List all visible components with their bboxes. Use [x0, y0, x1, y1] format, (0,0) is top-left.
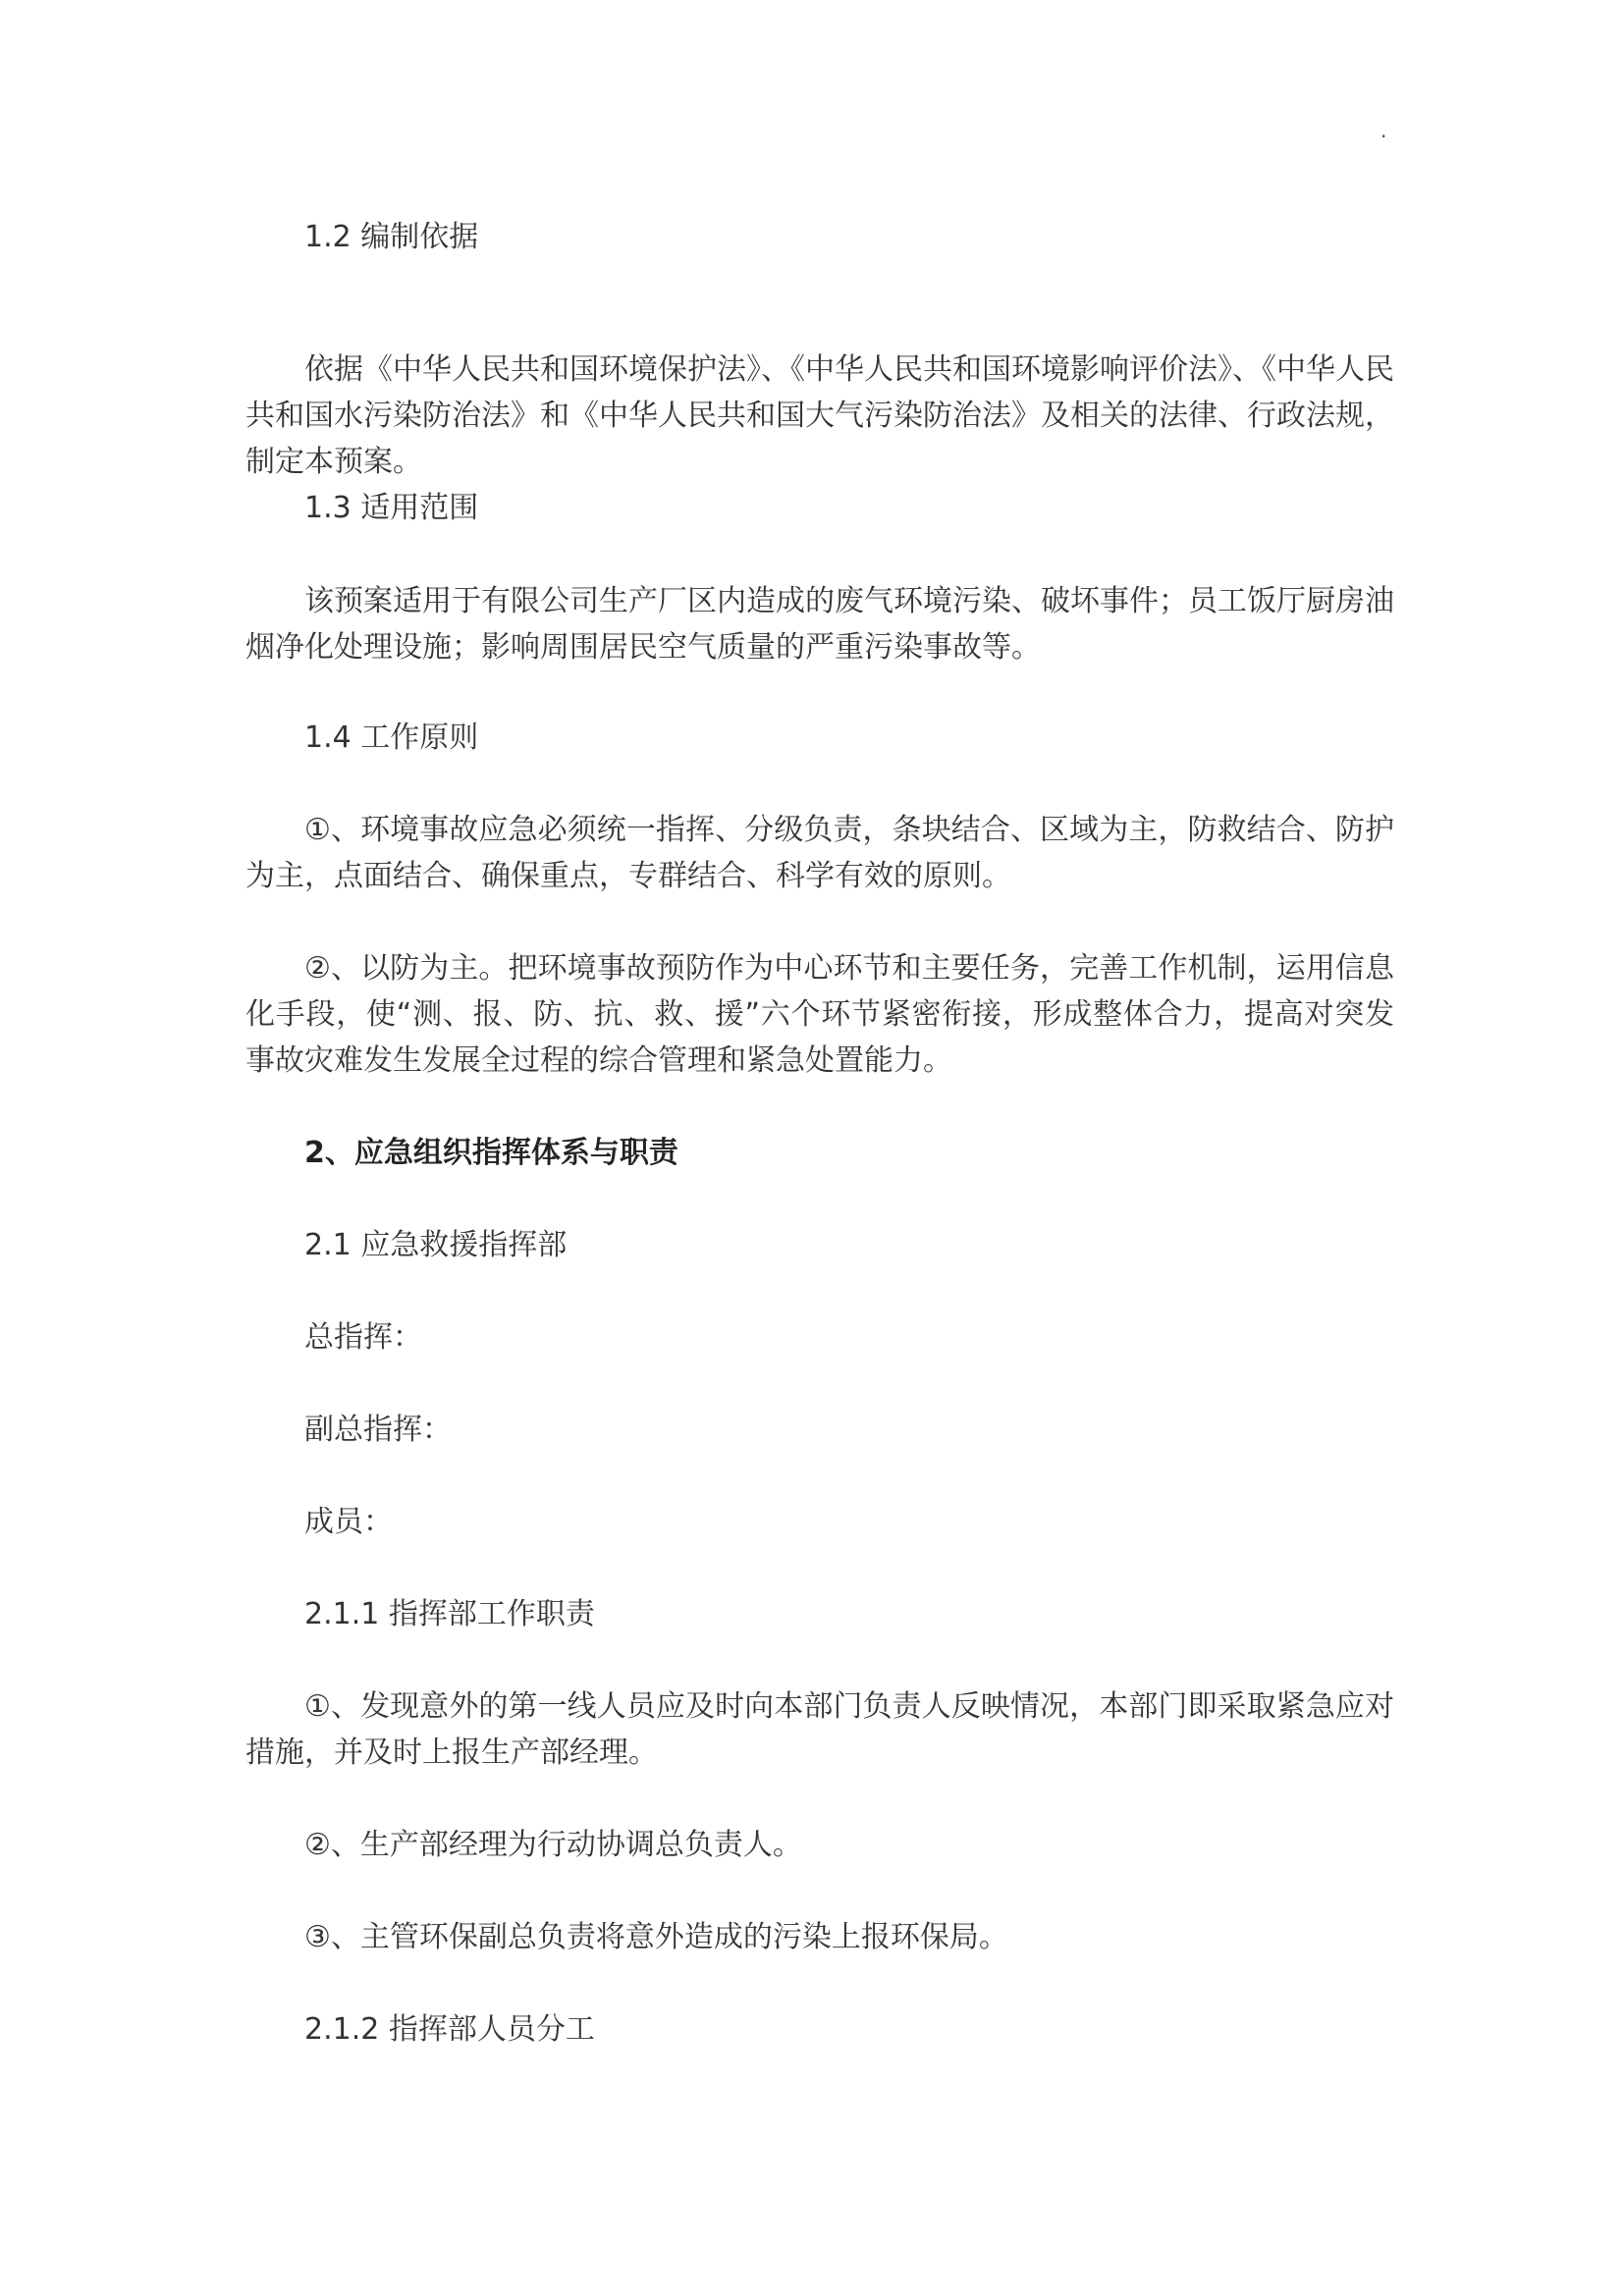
label-deputy-commander: 副总指挥：: [304, 1413, 452, 1447]
section-heading-2-1-2: 2.1.2 指挥部人员分工: [304, 2012, 595, 2047]
section-heading-1-4: 1.4 工作原则: [304, 721, 479, 755]
section-heading-2: 2、应急组织指挥体系与职责: [304, 1136, 678, 1170]
section-heading-1-3: 1.3 适用范围: [304, 491, 479, 525]
paragraph-compilation-basis: 依据《中华人民共和国环境保护法》、《中华人民共和国环境影响评价法》、《中华人民共和国水污染防治法》和《中华人民共和国大气污染防治法》及相关的法律、行政法规，制定本预案。: [245, 352, 1394, 479]
section-heading-1-2: 1.2 编制依据: [304, 220, 479, 254]
section-heading-2-1-1: 2.1.1 指挥部工作职责: [304, 1597, 595, 1631]
paragraph-duty-2: ②、生产部经理为行动协调总负责人。: [304, 1828, 802, 1862]
paragraph-scope: 该预案适用于有限公司生产厂区内造成的废气环境污染、破坏事件；员工饭厅厨房油烟净化处理设施；影响周围居民空气质量的严重污染事故等。: [245, 584, 1394, 665]
paragraph-duty-1: ①、发现意外的第一线人员应及时向本部门负责人反映情况，本部门即采取紧急应对措施，并及时上报生产部经理。: [245, 1689, 1394, 1770]
paragraph-principle-1: ①、环境事故应急必须统一指挥、分级负责，条块结合、区域为主，防救结合、防护为主，点面结合、确保重点，专群结合、科学有效的原则。: [245, 813, 1394, 893]
corner-mark: .: [1380, 119, 1387, 142]
paragraph-duty-3: ③、主管环保副总负责将意外造成的污染上报环保局。: [304, 1920, 1008, 1954]
label-members: 成员：: [304, 1505, 393, 1539]
label-commander-in-chief: 总指挥：: [304, 1320, 422, 1355]
paragraph-principle-2: ②、以防为主。把环境事故预防作为中心环节和主要任务，完善工作机制，运用信息化手段，使“测、报、防、抗、救、援”六个环节紧密衔接，形成整体合力，提高对突发事故灾难发生发展全过程的综合管理和紧急处置能力。: [245, 951, 1394, 1078]
section-heading-2-1: 2.1 应急救援指挥部: [304, 1228, 568, 1262]
